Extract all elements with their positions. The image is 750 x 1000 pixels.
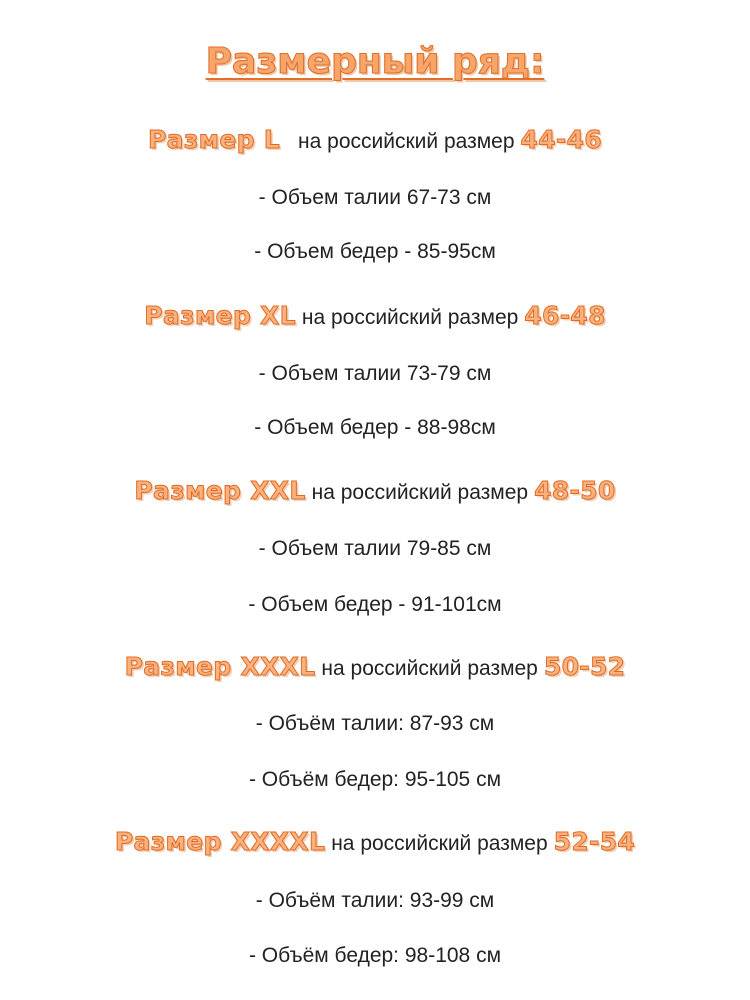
size-range: 52-54 — [553, 827, 636, 856]
waist-measure-xxxxl: - Объём талии: 93-99 см — [255, 889, 495, 912]
size-label: Размер XXXXL — [114, 827, 326, 856]
waist-measure-xl: - Объем талии 73-79 см — [258, 362, 492, 385]
page-title: Размерный ряд: — [205, 41, 545, 82]
size-russian-text: на российский размер — [298, 130, 515, 153]
hips-measure-l: - Объем бедер - 85-95см — [254, 240, 496, 263]
size-range: 48-50 — [534, 476, 616, 505]
size-range: 46-48 — [524, 301, 606, 330]
size-russian-text: на российский размер — [321, 657, 538, 680]
size-range: 50-52 — [543, 652, 626, 681]
size-label: Размер XXXL — [124, 652, 316, 681]
size-heading-l — [0, 120, 750, 160]
hips-measure-xxxxl: - Объём бедер: 98-108 см — [248, 944, 502, 967]
size-label: Размер XL — [144, 301, 296, 330]
size-label: Размер XXL — [134, 476, 306, 505]
waist-measure-xxxl: - Объём талии: 87-93 см — [255, 712, 495, 735]
size-range: 44-46 — [520, 125, 602, 154]
hips-measure-xxxl: - Объём бедер: 95-105 см — [248, 768, 502, 791]
size-heading-xxxl — [0, 647, 750, 687]
size-heading-xxl — [0, 471, 750, 511]
hips-measure-xxl: - Объем бедер - 91-101см — [248, 593, 502, 616]
waist-measure-xxl: - Объем талии 79-85 см — [258, 537, 492, 560]
hips-measure-xl: - Объем бедер - 88-98см — [254, 416, 496, 439]
waist-measure-l: - Объем талии 67-73 см — [258, 186, 492, 209]
size-label: Размер L — [148, 125, 281, 154]
size-russian-text: на российский размер — [311, 481, 529, 504]
size-heading-xxxxl — [0, 822, 750, 862]
size-russian-text: на российский размер — [331, 832, 548, 855]
size-heading-xl — [0, 296, 750, 336]
size-russian-text: на российский размер — [301, 306, 519, 329]
